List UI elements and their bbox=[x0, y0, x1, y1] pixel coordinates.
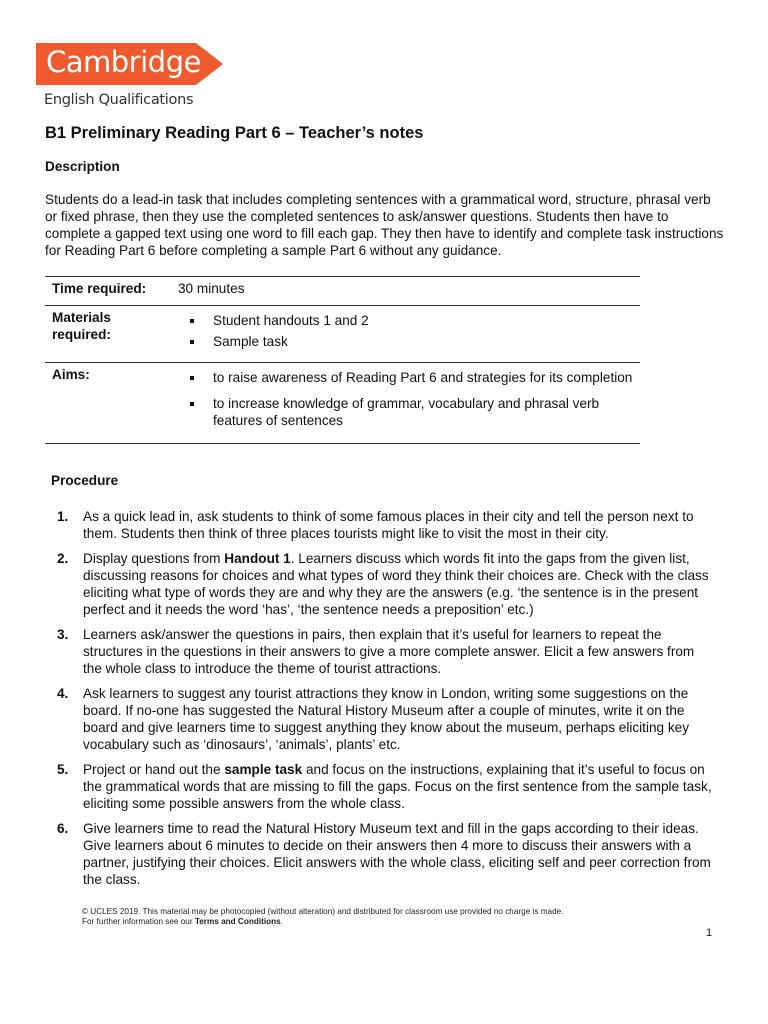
cambridge-logo bbox=[36, 43, 224, 88]
step-text: Give learners time to read the Natural History Museum text and fill in the gaps according to their ideas. Give learners about 6 minutes to decide on their answers then 4 more to discuss their answers with a partner, justifying their choices. Elicit answers with the whole class, eliciting self and peer correction from the class. bbox=[83, 821, 711, 887]
copyright-text: © UCLES 2019. This material may be photocopied (without alteration) and distributed for classroom use provided no charge is made. bbox=[82, 907, 564, 916]
step-text: Project or hand out the bbox=[83, 762, 225, 777]
procedure-heading: Procedure bbox=[51, 473, 119, 488]
step-number: 2. bbox=[57, 551, 69, 566]
procedure-list bbox=[45, 508, 715, 896]
list-item: to raise awareness of Reading Part 6 and strategies for its completion bbox=[178, 369, 633, 386]
procedure-step bbox=[45, 508, 715, 542]
step-text: . Learners discuss which words fit into the gaps from the given list, discussing reasons for choices and what types of word they think their choices are. Check with the class eliciting what type of words they are and why they are the answers (e.g. ‘the sentence is in the present perfect and it needs the word ‘has’, ‘the sentence needs a preposition’ etc.) bbox=[83, 551, 709, 617]
list-item: to increase knowledge of grammar, vocabulary and phrasal verb features of sentences bbox=[178, 395, 633, 429]
materials-label: Materials required: bbox=[45, 306, 171, 363]
step-number: 3. bbox=[57, 627, 69, 642]
time-value: 30 minutes bbox=[171, 277, 640, 306]
footer-text: . bbox=[280, 917, 283, 926]
list-item: Sample task bbox=[178, 333, 633, 350]
table-row bbox=[45, 363, 640, 444]
time-label: Time required: bbox=[45, 277, 171, 306]
table-row bbox=[45, 277, 640, 306]
terms-link[interactable]: Terms and Conditions bbox=[194, 917, 281, 926]
step-text: As a quick lead in, ask students to think of some famous places in their city and tell the person next to them. Students then think of three places tourists might like to visit the most in their city. bbox=[83, 509, 694, 541]
step-number: 1. bbox=[57, 509, 69, 524]
table-row bbox=[45, 306, 640, 363]
procedure-step bbox=[45, 761, 715, 812]
logo-subtitle: English Qualifications bbox=[44, 92, 194, 108]
step-bold-text: sample task bbox=[224, 762, 303, 777]
step-text: Learners ask/answer the questions in pairs, then explain that it’s useful for learners to repeat the structures in the questions in their answers to give a more complete answer. Elicit a few answers from the whole class to introduce the theme of tourist attractions. bbox=[83, 627, 695, 676]
footer-text: For further information see our bbox=[82, 917, 195, 926]
procedure-step bbox=[45, 685, 715, 753]
page-title: B1 Preliminary Reading Part 6 – Teacher’s notes bbox=[45, 124, 424, 142]
procedure-step bbox=[45, 626, 715, 677]
step-number: 4. bbox=[57, 686, 69, 701]
list-item: Student handouts 1 and 2 bbox=[178, 312, 633, 329]
step-number: 6. bbox=[57, 821, 69, 836]
step-number: 5. bbox=[57, 762, 69, 777]
aims-list bbox=[178, 369, 633, 429]
footer bbox=[82, 907, 563, 927]
step-bold-text: Handout 1 bbox=[224, 551, 291, 566]
procedure-step bbox=[45, 820, 715, 888]
step-text: and focus on the instructions, explaining that it’s useful to focus on the grammatical words that are missing to fill the gaps. Focus on the first sentence from the sample task, eliciting some possible answers from the whole class. bbox=[83, 762, 712, 811]
logo-word: Cambridge bbox=[46, 45, 201, 79]
description-heading: Description bbox=[45, 159, 120, 174]
step-text: Display questions from bbox=[83, 551, 225, 566]
aims-label: Aims: bbox=[45, 363, 171, 444]
description-text: Students do a lead-in task that includes completing sentences with a grammatical word, structure, phrasal verb or fixed phrase, then they use the completed sentences to ask/answer questions. Students then have to complete a gapped text using one word to fill each gap. They then have to identify and complete task instructions for Reading Part 6 before completing a sample Part 6 without any guidance. bbox=[45, 192, 724, 258]
step-text: Ask learners to suggest any tourist attractions they know in London, writing some suggestions on the board. If no-one has suggested the Natural History Museum after a couple of minutes, write it on the board and give learners time to suggest anything they know about the museum, perhaps eliciting key vocabulary such as ‘dinosaurs’, ‘animals’, plants’ etc. bbox=[83, 686, 690, 752]
page-number: 1 bbox=[706, 927, 713, 939]
info-table bbox=[45, 276, 640, 444]
materials-list bbox=[178, 312, 633, 350]
procedure-step bbox=[45, 550, 715, 618]
